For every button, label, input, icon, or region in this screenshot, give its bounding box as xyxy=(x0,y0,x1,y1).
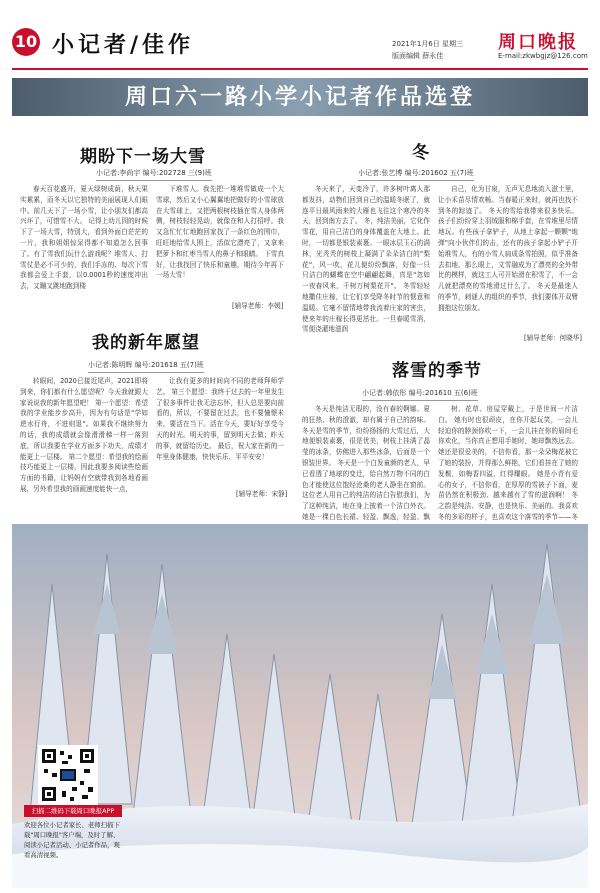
article-byline: 小记者:李尚宇 编号:202728 三(9)班 xyxy=(96,168,212,181)
editor-line: 版面编辑 薛永佳 xyxy=(392,52,444,60)
section-title: 小记者/佳作 xyxy=(52,32,195,58)
brand-logo: 周口晚报 xyxy=(498,32,578,53)
page-number: 10 xyxy=(12,28,40,56)
article-byline: 小记者:韩依彤 编号:201610 五(6)班 xyxy=(362,388,478,401)
app-promo-headline: 扫描二维码下载周口晚报APP xyxy=(24,805,122,817)
page-header xyxy=(0,0,600,70)
banner-title: 周口六一路小学小记者作品选登 xyxy=(124,84,475,110)
date-line: 2021年1月6日 星期三 xyxy=(392,40,463,48)
article-text: 冬天来了，天变冷了，许多树叶离人那都发抖，动物们回到自己的温暖冬眠了，就连平日最风雨来的大雁也飞往这个寒冷的冬天，回到南方去了。 冬，纯洁美丽，它化作雪花，用自己洁白的身体覆盖在大地上。此时，一切都是银装素裹。一眼冰层玉石的满林，光秃秃的树枝上凝满了朵朵洁白的"梨花"，风一吹，花儿便纷纷飘落，好像一只只洁白的蝴蝶在空中翩翩起舞，真是"忽如一夜春风来，千树万树梨花开"。 冬雪轻轻地撒住庄稼，让它们享受降冬时节的惬意和温暖。它毫不留情地带我流着庄家的害虫，使来年的庄稼长得更茁壮。一旦春暖雪消，雪便浇灌地滋润 xyxy=(302,185,430,334)
article-text: 转眼间，2020已接近尾声，2021即将到来，你们都有什么愿望呢？今天我就跟大家说说我的新年愿望吧！ 第一个愿望：希望我的学业能步步高升，因为有句话是"学如逆水行舟，不进则退"。如果我不继续努力的话，我的成绩就会像滑滑梯一样一落到底，所以我要在学业方面多下功夫，成绩才能更上一层楼。 第二个愿望：希望我的绘画技巧能更上一层楼，因此我要多阅读些绘画方面的书籍，让妈妈有空就带我到各地看画展，另外希望我的画画速度能快一点， xyxy=(20,377,148,493)
article-title: 我的新年愿望 xyxy=(92,333,200,353)
article-title: 冬 xyxy=(412,143,430,163)
article-title: 落雪的季节 xyxy=(392,361,482,381)
contact-email: E-mail:zkwbgjz@126.com xyxy=(498,52,588,60)
teacher-credit: [辅导老师：宋静] xyxy=(236,490,288,498)
app-qr-code[interactable] xyxy=(38,745,98,805)
article-title: 期盼下一场大雪 xyxy=(80,147,206,167)
article-text: 自己，化为甘泉，无声无息地流入滋土里，让小禾苗尽情欢畅。当春暖正来时，就再也找不到冬的踪迹了。 冬天的雪给我带来很多快乐。孩子们纷纷穿上羽绒服和棉手套，在雪堆里尽情地玩。有些孩子拿铲子，从地上拿起一颗颗"炮弹"向小伙伴们的击，还有的孩子拿起小铲子开始堆雪人，有的小雪人扁成条雪拍照，似乎准备去扣地，那么眼上，文雪融成为了漂亮的全外带比的模样，就这工人可开始滑在积雪了，不一会儿就把漂亮的雪地滑过什么了。 冬天是最迷人的季节，刺谜人的组织的季节，我们要体开双臂拥抱这位朋友。 xyxy=(438,185,578,312)
issue-info xyxy=(392,38,463,62)
header-rule xyxy=(12,68,588,70)
teacher-credit: [辅导老师：何晓华] xyxy=(524,334,582,342)
article-text: 树、花草、房屋穿戴上，于是世间一片洁白。 她有时也很顽皮，在你开起玩笑，一会儿轻迫你的脖颈你吹一下，一会儿挂在你的眉间毛你欢化，当你真正想用手她时，她却飘然远去。 她还是很爱美的，不信你看，那一朵朵梅花被它了她的装扮，并得那么鲜艳，它们看挂在了她的发鬓，如梅香四溢，红得耀眼。 她是小青有爱心的女子，不信你看，在厚厚的雪被子下面，麦苗仍然在积极劲、越来越有了雪的滋润啊！ 冬之韵是纯洁、安静，也是快乐、美丽的。我喜欢冬的多彩的样子，也喜欢这个落雪的季节——冬 xyxy=(438,405,578,521)
teacher-credit: [辅导老师：李媛] xyxy=(232,302,284,310)
article-text: 让我有更多的时间向不同的老师拜师学艺。 第三个愿望：我终于过去的一年里发生了很多事件让我无法忘怀，但人总是要向前看的，所以，不要留在过去，也不要憧憬未来，要活在当下。活在今天，要好好享受今天的时光。明天的事，留到明天去做；昨天的事，就留给历史。 最后，祝大家在新的一年里身体健康，快快乐乐、平平安安！ xyxy=(156,377,284,461)
article-text: 冬天是纯洁无瑕的，没有春的婀娜、夏的狂热、秋的澄澈，却有属于自己的韵味。 冬天是雪的季节，纷纷扬扬的大雪过后，大地便银装素裹，很是优美，树枝上挂满了晶莹的冰条，仿佛进入那些冰条，后面是一个银装世界。 冬天是一个白发童颜的老人，早已看透了地球的变迁，给自然万物不同的白色才能使这位饱经沧桑的老人静坐在窗前。这位老人用自己的纯洁的洁白告慰我们，为了这种纯洁，地在身上披着一个洁白外衣。 她是一棵白色长裙、轻盈、飘逸，轻盈、飘 xyxy=(302,405,430,521)
article-byline: 小记者:陈明辉 编号:201618 五(7)班 xyxy=(88,360,204,373)
article-byline: 小记者:张艺博 编号:201602 五(7)班 xyxy=(358,168,474,181)
app-promo-text: 欢迎各位小记者家长、老师扫描下载"周口晚报"客户端，及时了解、阅读小记者活动、小记者作品，观看高清视频。 xyxy=(24,821,120,859)
article-text: 下堆雪人。我先把一堆堆雪做成一个大雪球，然后又小心翼翼地把做好的小雪球放在大雪球上，又把两根树枝插在雪人身体两侧，树枝轻轻晃动，就像在和人打招呼。我又急忙忙忙地跑回家找了一条红色的围巾，旺旺地给雪人围上，活似它漂亮了，又拿来把萝卜和红枣当雪人的鼻子和眼睛。 下雪真好，让我找回了快乐和童趣，期待今年再下一场大雪！ xyxy=(156,185,284,280)
feature-banner xyxy=(12,78,588,116)
article-text: 春天百花盛开，夏天绿树成荫，秋天果实累累，而冬天以它独特的美丽展现人们眼中。前几天下了一场小雪，让小朋友们都高兴坏了，可惜雪不大。 记得上幼儿园的时候下了一场大雪，特别大，看到外面白茫茫的一片，我和姐姐惊呆得都不知道怎么回事了。有了雪我们玩什么游戏呢？堆雪人、打雪仗是必不可少的，我们手冻的、每次下雪我都会爱上手套，以0.0001秒的速度冲出去，又蹦又跳地跑到楼 xyxy=(20,185,148,291)
